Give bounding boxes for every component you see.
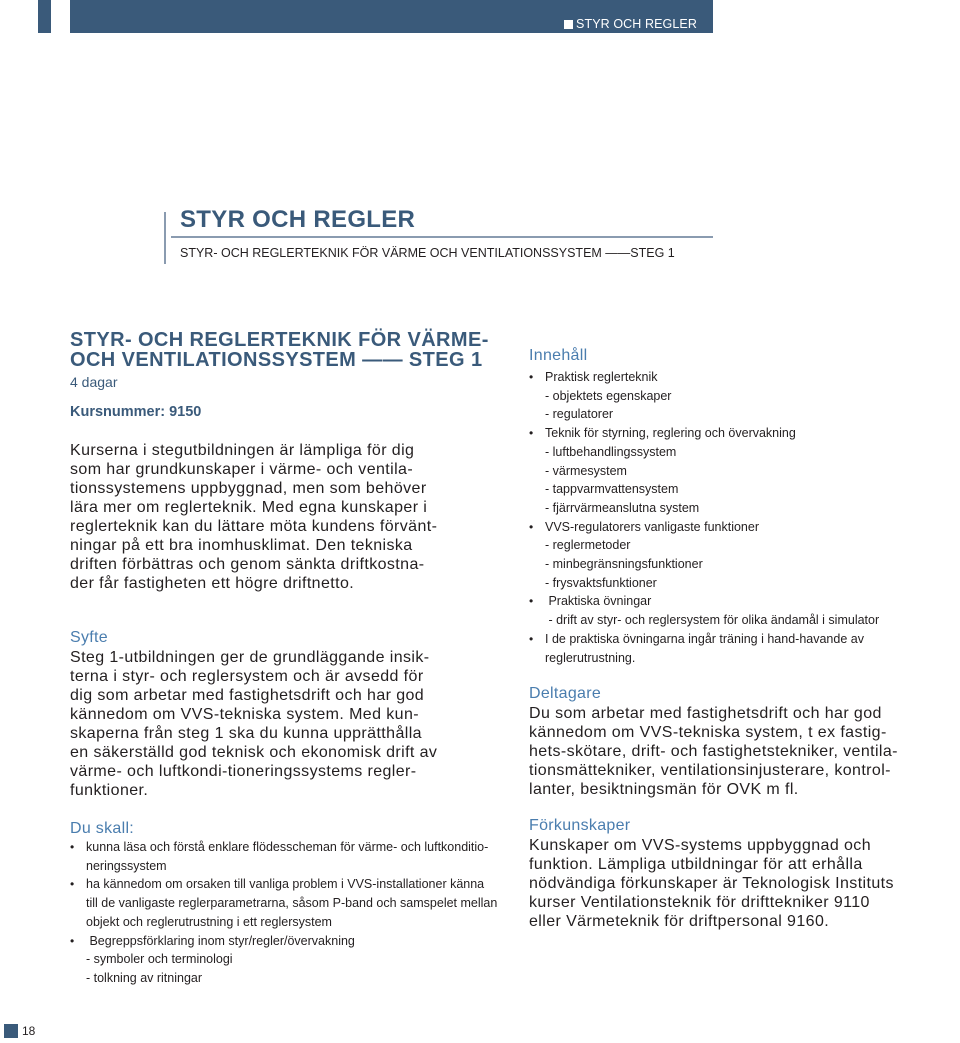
intro-line: ningar på ett bra inomhusklimat. Den tekniska [70,537,413,554]
course-title [70,330,489,370]
intro-line: der får fastigheten ett högre driftnetto. [70,575,355,592]
intro-line: lära mer om reglerteknik. Med egna kunskaper i [70,499,428,516]
bullet-icon: • [70,933,75,948]
bullet-icon: • [529,370,534,384]
deltagare-text [529,704,959,799]
course-title-line: OCH VENTILATIONSSYSTEM —— STEG 1 [70,349,483,371]
syfte-line: skaperna från steg 1 ska du kunna upprätthålla [70,725,422,742]
indent-spacer [529,462,545,481]
indent-spacer [529,387,545,406]
course-duration: 4 dagar [70,374,118,390]
list-item-text: - luftbehandlingssystem [545,444,677,459]
list-item-text: reglerutrustning. [545,650,636,665]
bullet-icon: • [529,594,534,609]
list-item-text: - objektets egenskaper [545,388,672,403]
top-accent-bar-small [38,0,51,33]
list-subitem: - tolkning av ritningar [86,970,203,985]
forkunskaper-line: funktion. Lämpliga utbildningar för att erhålla [529,856,863,873]
list-item-line: kunna läsa och förstå enklare flödesscheman för värme- och luftkonditio- [86,840,489,854]
list-item-text: - tappvarmvattensystem [545,482,679,497]
list-item-text: - frysvaktsfunktioner [545,575,657,590]
list-subitem [529,611,949,630]
deltagare-line: tionsmättekniker, ventilationsinjusterare, kontrol- [529,762,891,779]
list-subitem [529,405,949,424]
indent-spacer [529,480,545,499]
list-subitem [529,387,949,406]
list-item [529,424,949,443]
list-subitem [529,574,949,593]
list-item [70,932,510,951]
list-subitem [529,499,949,518]
forkunskaper-line: Kunskaper om VVS-systems uppbyggnad och [529,837,871,854]
list-item-text: Praktisk reglerteknik [545,370,658,384]
indent-spacer [529,536,545,555]
list-item-text: Praktiska övningar [545,594,652,609]
deltagare-line: kännedom om VVS-tekniska system, t ex fastig- [529,724,887,741]
list-item [529,518,949,537]
list-item [529,630,949,649]
list-subitem [529,555,949,574]
section-label-text: STYR OCH REGLER [576,17,697,31]
forkunskaper-heading: Förkunskaper [529,817,631,834]
bullet-icon: • [529,519,534,534]
page-title: STYR OCH REGLER [180,206,416,233]
list-subitem [529,462,949,481]
forkunskaper-line: nödvändiga förkunskaper är Teknologisk Instituts [529,875,894,892]
top-section-bar [70,0,713,33]
syfte-line: funktioner. [70,782,149,799]
intro-line: reglerteknik kan du lättare möta kundens förvänt- [70,518,438,535]
indent-spacer [529,443,545,462]
bullet-icon: • [70,877,75,892]
list-item-text: - värmesystem [545,463,627,478]
list-subitem [529,443,949,462]
innehall-heading: Innehåll [529,347,588,364]
intro-line: som har grundkunskaper i värme- och ventila- [70,461,414,478]
indent-spacer [529,649,545,668]
list-item [529,368,949,387]
list-item [529,592,949,611]
intro-line: Kurserna i stegutbildningen är lämpliga för dig [70,442,415,459]
page-number: 18 [22,1024,36,1038]
list-subitem [529,480,949,499]
syfte-line: värme- och luftkondi-tioneringssystems regler- [70,763,417,780]
list-item-text: - reglermetoder [545,538,631,553]
intro-line: tionssystemens uppbyggnad, men som behöver [70,480,427,497]
indent-spacer [529,555,545,574]
syfte-line: kännedom om VVS-tekniska system. Med kun- [70,706,419,723]
indent-spacer [529,611,545,630]
list-subitem: - symboler och terminologi [86,952,233,967]
course-number: Kursnummer: 9150 [70,404,202,420]
syfte-line: Steg 1-utbildningen ger de grundläggande insik- [70,649,430,666]
course-intro [70,441,510,593]
list-item-line: objekt och reglerutrustning i ett reglersystem [86,914,332,929]
forkunskaper-line: kurser Ventilationsteknik för drifttekniker 9110 [529,894,870,911]
list-item-text: - regulatorer [545,407,614,422]
list-item-line: ha kännedom om orsaken till vanliga problem i VVS-installationer känna [86,877,485,892]
section-label [564,17,697,31]
deltagare-heading: Deltagare [529,685,602,702]
syfte-line: en säkerställd god teknisk och ekonomisk drift av [70,744,438,761]
list-item [70,838,510,875]
deltagare-line: Du som arbetar med fastighetsdrift och har god [529,705,882,722]
indent-spacer [529,574,545,593]
header-horizontal-rule [171,236,713,238]
list-item-line: Begreppsförklaring inom styr/regler/övervakning [86,933,355,948]
list-item-line: till de vanligaste reglerparametrarna, såsom P-band och samspelet mellan [86,896,498,911]
syfte-line: dig som arbetar med fastighetsdrift och har god [70,687,425,704]
forkunskaper-line: eller Värmeteknik för driftpersonal 9160. [529,913,830,930]
indent-spacer [529,405,545,424]
header-vertical-rule [164,212,166,264]
innehall-list [529,368,949,667]
syfte-line: terna i styr- och reglersystem och är avsedd för [70,668,424,685]
intro-line: driften förbättras och genom sänkta driftkostna- [70,556,425,573]
syfte-text [70,648,510,800]
list-subitem [529,536,949,555]
list-subitem [529,649,949,668]
syfte-heading: Syfte [70,629,108,646]
list-item-line: neringssystem [86,858,167,873]
bullet-icon: • [529,631,534,646]
page-marker-square [4,1024,18,1038]
square-icon [564,20,573,29]
du-skall-heading: Du skall: [70,820,135,837]
du-skall-list [70,838,510,988]
list-item [70,875,510,931]
indent-spacer [529,499,545,518]
forkunskaper-text [529,836,959,931]
list-item-text: - fjärrvärmeanslutna system [545,500,700,515]
bullet-icon: • [70,840,75,854]
list-item-text: Teknik för styrning, reglering och övervakning [545,426,796,441]
course-title-line: STYR- OCH REGLERTEKNIK FÖR VÄRME- [70,329,489,351]
page-subtitle: STYR- OCH REGLERTEKNIK FÖR VÄRME OCH VENTILATIONSSYSTEM ——STEG 1 [180,246,675,260]
deltagare-line: lanter, besiktningsmän för OVK m fl. [529,781,799,798]
list-item-text: - minbegränsningsfunktioner [545,557,703,572]
bullet-icon: • [529,426,534,441]
list-item-text: VVS-regulatorers vanligaste funktioner [545,519,760,534]
deltagare-line: hets-skötare, drift- och fastighetstekniker, ventila- [529,743,898,760]
list-item-text: I de praktiska övningarna ingår träning i hand-havande av [545,631,864,646]
list-item-text: - drift av styr- och reglersystem för olika ändamål i simulator [545,613,880,628]
